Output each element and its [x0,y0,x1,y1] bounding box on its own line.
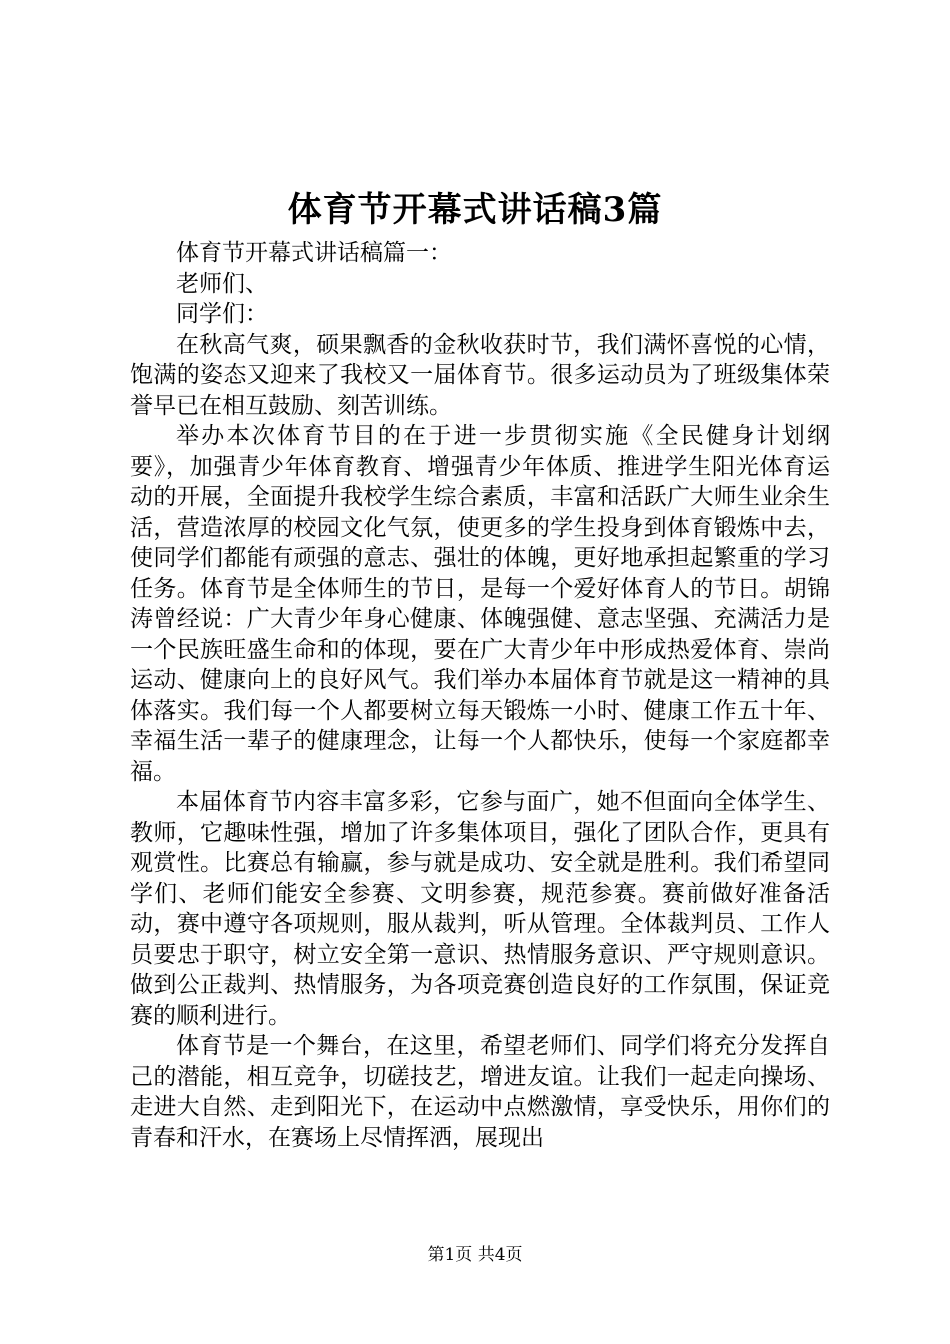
paragraph-body: 举办本次体育节目的在于进一步贯彻实施《全民健身计划纲要》，加强青少年体育教育、增强青少年体质、推进学生阳光体育运动的开展，全面提升我校学生综合素质，丰富和活跃广大师生业余生活，营造浓厚的校园文化气氛，使更多的学生投身到体育锻炼中去，使同学们都能有顽强的意志、强壮的体魄，更好地承担起繁重的学习任务。体育节是全体师生的节日，是每一个爱好体育人的节日。胡锦涛曾经说：广大青少年身心健康、体魄强健、意志坚强、充满活力是一个民族旺盛生命和的体现，要在广大青少年中形成热爱体育、崇尚运动、健康向上的良好风气。我们举办本届体育节就是这一精神的具体落实。我们每一个人都要树立每天锻炼一小时、健康工作五十年、幸福生活一辈子的健康理念，让每一个人都快乐，使每一个家庭都幸福。 [130,423,830,785]
paragraph-salutation-teachers: 老师们、 [176,270,268,297]
paragraph-salutation-students: 同学们： [176,301,268,327]
page-number-footer: 第1页 共4页 [427,1245,523,1265]
document-title: 体育节开幕式讲话稿3篇 [287,190,663,230]
paragraph-body: 体育节是一个舞台，在这里，希望老师们、同学们将充分发挥自己的潜能，相互竞争，切磋技艺，增进友谊。让我们一起走向操场、走进大自然、走到阳光下，在运动中点燃激情，享受快乐，用你们的青春和汗水，在赛场上尽情挥洒，展现出 [130,1033,830,1151]
paragraph-body: 在秋高气爽，硕果飘香的金秋收获时节，我们满怀喜悦的心情，饱满的姿态又迎来了我校又一届体育节。很多运动员为了班级集体荣誉早已在相互鼓励、刻苦训练。 [130,331,830,419]
paragraph-heading: 体育节开幕式讲话稿篇一： [176,240,452,266]
document-body [130,238,830,1153]
paragraph-body: 本届体育节内容丰富多彩，它参与面广，她不但面向全体学生、教师，它趣味性强，增加了许多集体项目，强化了团队合作，更具有观赏性。比赛总有输赢，参与就是成功、安全就是胜利。我们希望同学们、老师们能安全参赛、文明参赛，规范参赛。赛前做好准备活动，赛中遵守各项规则，服从裁判，听从管理。全体裁判员、工作人员要忠于职守，树立安全第一意识、热情服务意识、严守规则意识。做到公正裁判、热情服务，为各项竞赛创造良好的工作氛围，保证竞赛的顺利进行。 [130,789,830,1029]
